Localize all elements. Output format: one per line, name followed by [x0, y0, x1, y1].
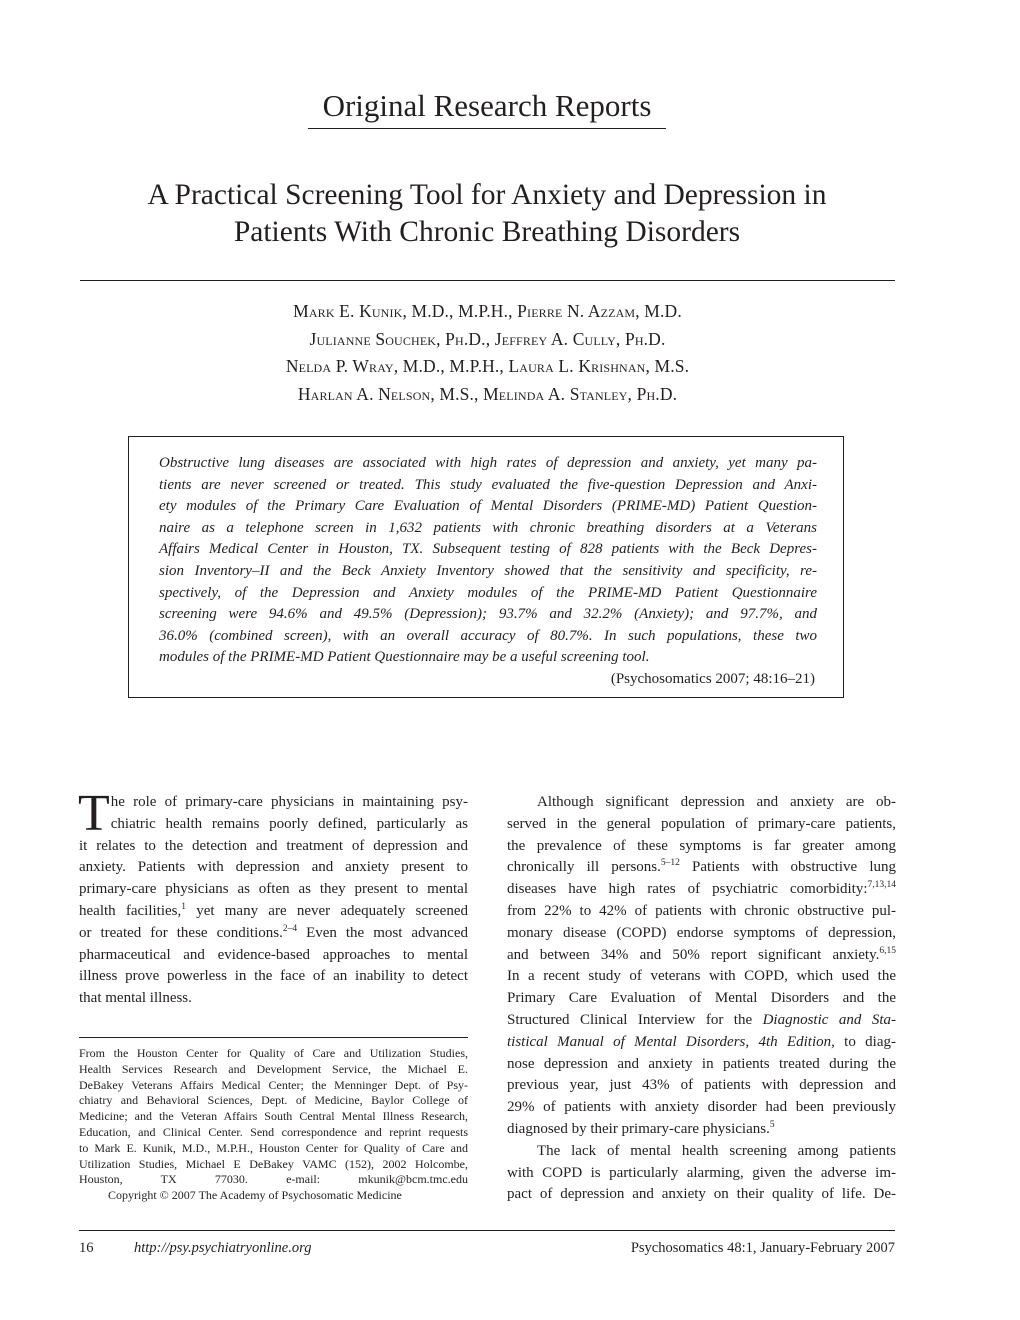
body-line: nose depression and anxiety in patients treated during the [507, 1055, 896, 1072]
abstract-line: modules of the PRIME-MD Patient Questionnaire may be a useful screening tool. [159, 649, 650, 666]
abstract-citation: (Psychosomatics 2007; 48:16–21) [610, 671, 815, 687]
body-text: diagnosed by their primary-care physicians. [507, 1120, 770, 1137]
author-list [80, 298, 895, 408]
italic-title: tistical Manual of Mental Disorders, 4th Edition, [507, 1033, 835, 1050]
page-number: 16 [79, 1240, 94, 1256]
reference-superscript: 2–4 [282, 923, 298, 934]
body-line: anxiety. Patients with depression and anxiety present to [79, 859, 468, 876]
body-line [79, 901, 468, 923]
abstract-line: Obstructive lung diseases are associated with high rates of depression and anxiety, yet many pa- [159, 455, 817, 471]
abstract-line: naire as a telephone screen in 1,632 patients with chronic breathing disorders at a Veterans [159, 519, 817, 536]
footnote-line: DeBakey Veterans Affairs Medical Center; the Menninger Dept. of Psy- [79, 1077, 468, 1092]
reference-superscript: 6,15 [879, 945, 896, 956]
body-line: served in the general population of primary-care patients, [507, 815, 896, 832]
body-text: Even the most advanced [297, 924, 468, 941]
footnote-line: chiatry and Behavioral Sciences, Dept. of Medicine, Baylor College of [79, 1093, 468, 1108]
dropcap-letter: T [78, 785, 110, 842]
body-line [507, 945, 896, 967]
body-line: In a recent study of veterans with COPD, which used the [507, 968, 896, 985]
body-text: health facilities, [79, 902, 182, 919]
footnote-line: Education, and Clinical Center. Send correspondence and reprint requests [79, 1124, 468, 1139]
body-line: he role of primary-care physicians in maintaining psy- [110, 794, 468, 810]
body-line: illness prove powerless in the face of an inability to detect [79, 968, 468, 985]
body-line: previous year, just 43% of patients with depression and [507, 1077, 896, 1094]
body-line: chiatric health remains poorly defined, particularly as [110, 815, 468, 832]
article-title-line: A Practical Screening Tool for Anxiety and Depression in [147, 179, 827, 211]
body-text: diseases have high rates of psychiatric comorbidity: [507, 881, 868, 898]
author-line: Harlan A. Nelson, M.S., Melinda A. Stanley, Ph.D. [297, 383, 678, 404]
reference-superscript: 1 [181, 901, 187, 912]
body-text: chronically ill persons. [507, 859, 661, 876]
italic-title: Diagnostic and Sta- [762, 1011, 896, 1028]
abstract-line: 36.0% (combined screen), with an overall accuracy of 80.7%. In such populations, these two [159, 627, 817, 644]
body-line: 29% of patients with anxiety disorder had been previously [507, 1099, 896, 1116]
title-rule [80, 280, 895, 281]
abstract-line: tients are never screened or treated. This study evaluated the five-question Depression and Anxi- [159, 476, 817, 493]
body-line: The lack of mental health screening among patients [537, 1142, 896, 1159]
body-line [507, 1010, 896, 1032]
body-line: pharmaceutical and evidence-based approaches to mental [79, 946, 468, 963]
body-line: monary disease (COPD) endorse symptoms of depression, [507, 924, 896, 941]
footnote-rule [79, 1037, 468, 1038]
reference-superscript: 7,13,14 [867, 880, 896, 891]
body-line: it relates to the detection and treatment of depression and [79, 837, 468, 854]
affiliation-footnote [79, 1046, 468, 1204]
abstract-line: sion Inventory–II and the Beck Anxiety Inventory showed that the sensitivity and specificity, re- [159, 562, 817, 579]
right-column-body [507, 792, 896, 1206]
copyright-notice: Copyright © 2007 The Academy of Psychosomatic Medicine [108, 1188, 402, 1203]
body-line: from 22% to 42% of patients with chronic obstructive pul- [507, 902, 896, 919]
body-text: to diag- [834, 1033, 896, 1050]
footnote-line: From the Houston Center for Quality of Care and Utilization Studies, [79, 1046, 468, 1060]
reference-superscript: 5–12 [660, 858, 680, 869]
footnote-line: Medicine; and the Veteran Affairs South Central Mental Illness Research, [79, 1109, 468, 1124]
author-line: Mark E. Kunik, M.D., M.P.H., Pierre N. Azzam, M.D. [293, 301, 682, 321]
body-line: with COPD is particularly alarming, given the adverse im- [507, 1164, 896, 1181]
body-line: pact of depression and anxiety on their quality of life. De- [507, 1186, 896, 1203]
body-line [507, 1032, 896, 1054]
body-text: yet many are never adequately screened [186, 902, 469, 919]
journal-issue: Psychosomatics 48:1, January-February 2007 [630, 1240, 895, 1256]
reference-superscript: 5 [769, 1119, 775, 1130]
body-line: primary-care physicians as often as they present to mental [79, 881, 468, 898]
body-line [507, 879, 896, 901]
section-heading: Original Research Reports [308, 86, 666, 129]
body-line: Although significant depression and anxiety are ob- [537, 794, 896, 810]
body-line: that mental illness. [79, 990, 192, 1007]
abstract-line: spectively, of the Depression and Anxiety modules of the PRIME-MD Patient Questionnaire [159, 584, 817, 601]
body-text: Structured Clinical Interview for the [507, 1011, 763, 1028]
body-text: Patients with obstructive lung [679, 859, 896, 876]
body-text: or treated for these conditions. [79, 924, 283, 941]
article-title-line: Patients With Chronic Breathing Disorders [233, 216, 741, 248]
footnote-line: to Mark E. Kunik, M.D., M.P.H., Houston Center for Quality of Care and [79, 1140, 468, 1155]
abstract-line: screening were 94.6% and 49.5% (Depression); 93.7% and 32.2% (Anxiety); and 97.7%, and [159, 606, 817, 623]
author-line: Julianne Souchek, Ph.D., Jeffrey A. Cully, Ph.D. [309, 328, 666, 349]
abstract-line: ety modules of the Primary Care Evaluation of Mental Disorders (PRIME-MD) Patient Question- [159, 498, 817, 515]
article-title [80, 177, 894, 251]
footer-rule [79, 1230, 895, 1231]
author-line: Nelda P. Wray, M.D., M.P.H., Laura L. Krishnan, M.S. [285, 356, 690, 377]
abstract-line: Affairs Medical Center in Houston, TX. Subsequent testing of 828 patients with the Beck Depres- [159, 541, 817, 558]
body-line [79, 923, 468, 945]
body-line: Primary Care Evaluation of Mental Disorders and the [507, 990, 896, 1007]
footnote-line: Houston, TX 77030. e-mail: mkunik@bcm.tmc.edu [79, 1172, 468, 1187]
footnote-line: Utilization Studies, Michael E DeBakey VAMC (152), 2002 Holcombe, [79, 1156, 468, 1171]
body-line [507, 1119, 896, 1141]
abstract-text [159, 453, 817, 669]
body-line [507, 857, 896, 879]
footnote-line: Health Services Research and Development Service, the Michael E. [79, 1061, 468, 1076]
body-text: and between 34% and 50% report significant anxiety. [507, 946, 880, 963]
journal-url: http://psy.psychiatryonline.org [134, 1240, 312, 1256]
body-line: the prevalence of these symptoms is far greater among [507, 837, 896, 854]
left-column-body [78, 785, 469, 1010]
abstract-box [128, 436, 844, 698]
